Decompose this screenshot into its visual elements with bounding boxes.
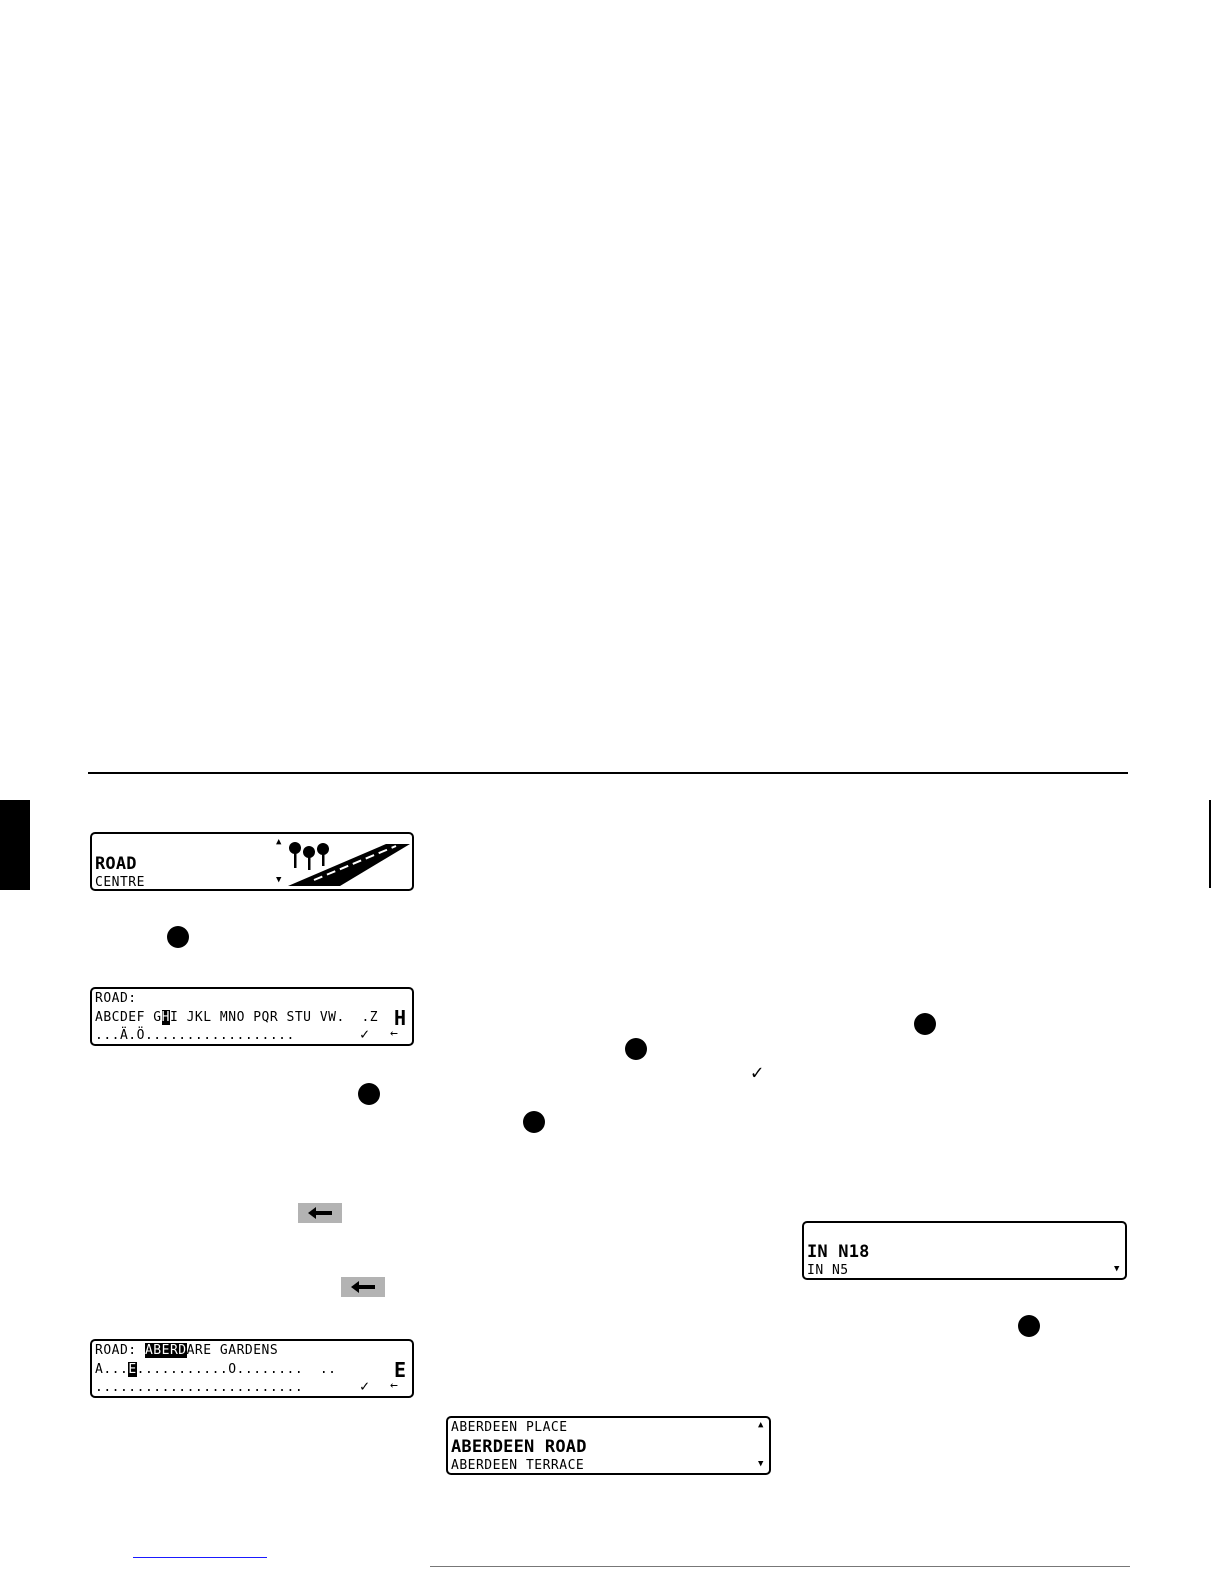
special-chars-row: ......................... [95, 1380, 304, 1395]
rotary-knob-icon [914, 1013, 936, 1035]
delete-arrow-icon: ← [390, 1026, 399, 1041]
alphabet-after: I JKL MNO PQR STU VW. .Z [169, 1010, 379, 1025]
district-current: IN N18 [807, 1242, 870, 1262]
footer-link-underline [133, 1557, 267, 1558]
alphabet-row [95, 1363, 336, 1376]
confirm-check-icon: ✓ [360, 1025, 370, 1043]
scroll-down-icon: ▼ [1114, 1264, 1120, 1274]
entry-label: ROAD: [95, 1343, 145, 1358]
backspace-key-icon [341, 1277, 385, 1297]
alphabet-rest: ...........O........ .. [136, 1362, 337, 1377]
rotary-knob-icon [1018, 1315, 1040, 1337]
check-mark-icon: ✓ [751, 1060, 764, 1084]
backspace-key-icon [298, 1203, 342, 1223]
display-road-centre [90, 832, 414, 891]
entry-label: ROAD: [95, 991, 137, 1006]
alphabet-selected-letter: E [128, 1362, 137, 1377]
confirm-check-icon: ✓ [360, 1377, 370, 1395]
rotary-knob-icon [167, 926, 189, 948]
display-district [802, 1221, 1127, 1280]
rotary-knob-icon [358, 1083, 380, 1105]
display-sub-line: CENTRE [95, 875, 145, 890]
display-road-list [446, 1416, 771, 1475]
alphabet-row [95, 1011, 378, 1024]
chapter-tab [0, 800, 30, 890]
scroll-up-icon: ▲ [758, 1420, 764, 1430]
special-chars-row: ...Ä.Ö.................. [95, 1028, 295, 1043]
delete-arrow-icon: ← [390, 1378, 399, 1393]
display-road-partial [90, 1339, 414, 1398]
section-divider [88, 772, 1128, 774]
selected-letter-large: E [394, 1358, 407, 1382]
display-main-line: ROAD [95, 854, 137, 874]
alphabet-selected-letter: H [161, 1010, 170, 1025]
scroll-up-icon: ▲ [276, 837, 282, 847]
selected-letter-large: H [394, 1006, 407, 1030]
rotary-knob-icon [625, 1038, 647, 1060]
completion-text: ARE GARDENS [186, 1343, 279, 1358]
display-road-entry [90, 987, 414, 1046]
entry-line [95, 1344, 278, 1357]
alphabet-before: ABCDEF G [95, 1010, 162, 1025]
typed-text: ABERD [144, 1343, 187, 1358]
margin-mark [1209, 800, 1211, 888]
road-trees-icon [282, 836, 412, 888]
rotary-knob-icon [523, 1111, 545, 1133]
list-item-previous: ABERDEEN PLACE [451, 1420, 568, 1435]
alphabet-start: A... [95, 1362, 129, 1377]
list-item-current: ABERDEEN ROAD [451, 1437, 587, 1457]
scroll-down-icon: ▼ [758, 1459, 764, 1469]
footer-rule [430, 1566, 1130, 1567]
scroll-down-icon: ▼ [276, 875, 282, 885]
district-next: IN N5 [807, 1263, 849, 1278]
list-item-next: ABERDEEN TERRACE [451, 1458, 585, 1473]
